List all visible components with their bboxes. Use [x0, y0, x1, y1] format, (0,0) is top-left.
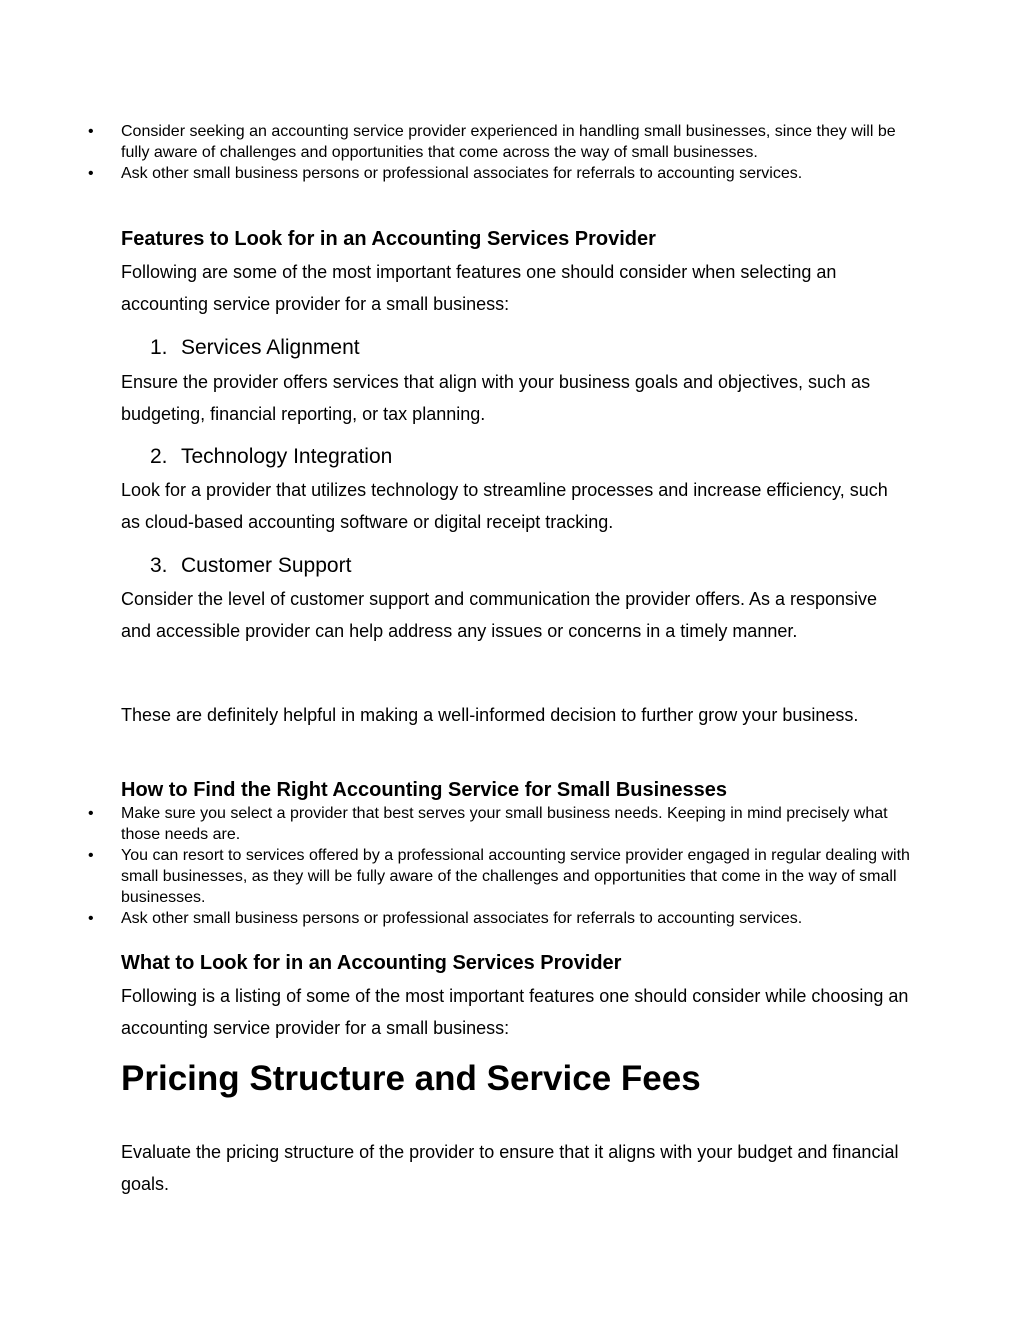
bullet-icon: •: [88, 805, 94, 822]
bullet-list-top: [0, 121, 1024, 184]
section-heading-how-to-find: How to Find the Right Accounting Service for Small Businesses: [121, 779, 728, 801]
bullet-icon: •: [88, 165, 94, 182]
feature-text: Ensure the provider offers services that align with your business goals and objectives, such as budgeting, financial reporting, or tax planning.: [121, 372, 871, 424]
section-heading-features: Features to Look for in an Accounting Services Provider: [121, 228, 656, 250]
list-item: • Consider seeking an accounting service provider experienced in handling small businesses, since they will be fully aware of challenges and opportunities that come across the way of small businesses.: [88, 123, 896, 161]
bullet-icon: •: [88, 123, 94, 140]
list-item: • Make sure you select a provider that best serves your small business needs. Keeping in mind precisely what those needs are.: [88, 805, 888, 843]
pricing-paragraph: Evaluate the pricing structure of the provider to ensure that it aligns with your budget and financial goals.: [121, 1142, 899, 1194]
page-title-pricing: Pricing Structure and Service Fees: [121, 1059, 701, 1098]
closing-paragraph: These are definitely helpful in making a well-informed decision to further grow your business.: [121, 705, 859, 725]
list-item: • Ask other small business persons or professional associates for referrals to accounting services.: [88, 165, 803, 182]
bullet-icon: •: [88, 910, 94, 927]
feature-text: Look for a provider that utilizes technology to streamline processes and increase efficiency, such as cloud-based accounting software or digital receipt tracking.: [121, 480, 888, 532]
bullet-list-middle: [0, 803, 1024, 929]
section-intro-what-to-look: Following is a listing of some of the most important features one should consider while choosing an accounting service provider for a small business:: [121, 986, 909, 1038]
section-intro-features: Following are some of the most important features one should consider when selecting an accounting service provider for a small business:: [121, 262, 837, 314]
feature-text: Consider the level of customer support and communication the provider offers. As a responsive and accessible provider can help address any issues or concerns in a timely manner.: [121, 589, 878, 641]
list-item: • Ask other small business persons or professional associates for referrals to accounting services.: [88, 910, 803, 927]
section-heading-what-to-look: What to Look for in an Accounting Services Provider: [121, 952, 622, 974]
bullet-icon: •: [88, 847, 94, 864]
feature-title: 1. Services Alignment: [150, 336, 360, 359]
list-item: • You can resort to services offered by a professional accounting service provider engaged in regular dealing with small businesses, as they will be fully aware of the challenges and opportunities that come in the way of small businesses.: [88, 847, 910, 906]
feature-title: 2. Technology Integration: [150, 445, 393, 468]
feature-title: 3. Customer Support: [150, 554, 352, 577]
